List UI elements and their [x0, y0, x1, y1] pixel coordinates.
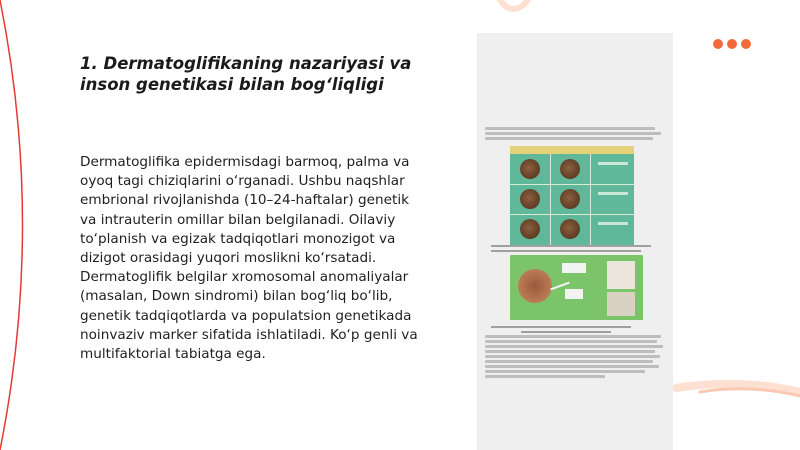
- left-arc: [0, 0, 23, 450]
- figure-diagram-image: [510, 255, 643, 320]
- page-content: [485, 125, 665, 142]
- dot: [713, 39, 723, 49]
- figure-caption-1: [491, 242, 657, 255]
- top-swoosh: [500, 0, 528, 9]
- slide-body-text: Dermatoglifika epidermisdagi barmoq, palma va oyoq tagi chiziqlarini o‘rganadi. Ushbu naqshlar embrional rivojlanishda (10–24-haftalar) genetik va intrauterin omillar bilan belgilanadi. Oilaviy to‘planish va egizak tadqiqotlari monozigot va dizigot orasidagi yuqori moslikni ko‘rsatadi. Dermatoglifik belgilar xromosomal anomaliyalar (masalan, Down sindromi) bilan bog‘liq bo‘lib, genetik tadqiqotlarda va populatsion genetikada noinvaziv marker sifatida ishlatiladi. Ko‘p genli va multifaktorial tabiatga ega.: [80, 154, 418, 363]
- figure-table-image: [510, 146, 634, 246]
- slide-title: 1. Dermatoglifikaning nazariyasi va inson genetikasi bilan bog‘liqligi: [80, 54, 412, 94]
- dot: [741, 39, 751, 49]
- page-paragraph: [485, 333, 665, 380]
- three-dots-icon: [713, 39, 751, 49]
- textbook-page-image: [477, 33, 673, 450]
- dot: [727, 39, 737, 49]
